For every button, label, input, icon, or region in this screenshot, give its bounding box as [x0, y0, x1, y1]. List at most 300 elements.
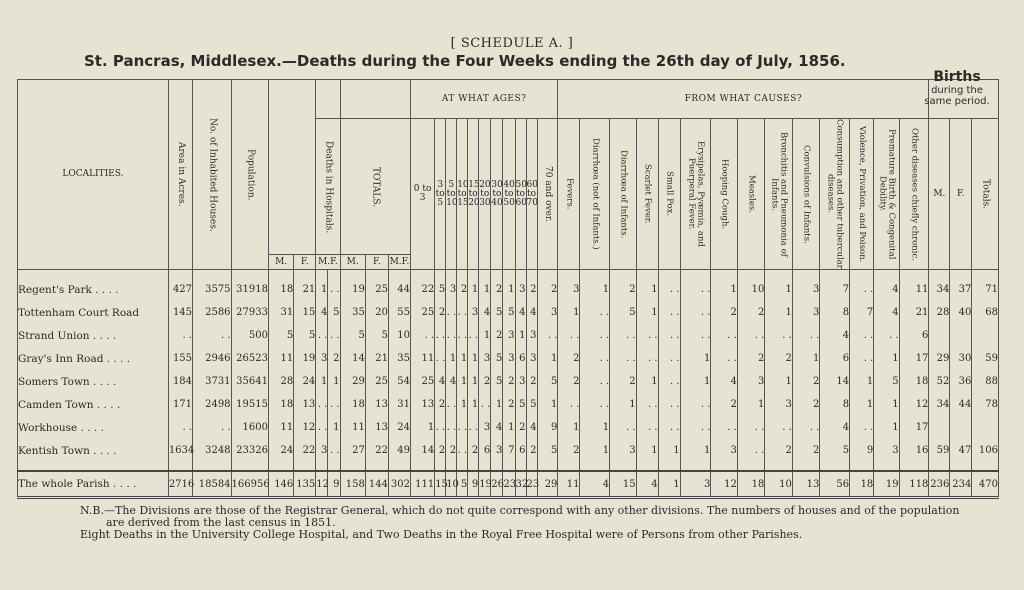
- population-value: 23326: [231, 439, 268, 462]
- cause-count: . .: [580, 393, 610, 416]
- header-cause-13: Other diseases chiefly chronic.: [909, 127, 920, 261]
- age-count: . .: [446, 393, 457, 416]
- population-value: 500: [231, 324, 268, 347]
- totals-f: 13: [365, 393, 388, 416]
- births-f: [950, 416, 972, 439]
- cause-count: 3: [874, 439, 899, 462]
- cause-count: 4: [636, 471, 658, 498]
- spacer-row: [18, 462, 999, 471]
- header-cause-2: Diarrhœa of Infants.: [618, 149, 629, 239]
- age-count: 3: [503, 324, 515, 347]
- header-localities: LOCALITIES.: [18, 80, 169, 270]
- spacer-cell: [515, 462, 526, 471]
- cause-count: . .: [636, 416, 658, 439]
- header-area-cell: [168, 80, 192, 270]
- age-count: 15: [435, 471, 446, 498]
- age-count: . .: [446, 324, 457, 347]
- births-f: 234: [950, 471, 972, 498]
- footnote-1: N.B.—The Divisions are those of the Registrar General, which do not quite correspond with any other divisions. The numbers of houses and of the population: [80, 504, 960, 517]
- totals-mf: 24: [388, 416, 410, 439]
- cause-count: 4: [820, 416, 850, 439]
- cause-count: . .: [765, 416, 793, 439]
- area-value: 145: [168, 301, 192, 324]
- age-count: 2: [503, 393, 515, 416]
- cause-count: 3: [711, 439, 737, 462]
- area-value: 184: [168, 370, 192, 393]
- totals-m: 158: [340, 471, 365, 498]
- cause-count: . .: [792, 324, 820, 347]
- age-count: 5: [526, 393, 537, 416]
- age-count: 7: [503, 439, 515, 462]
- deaths-f: 24: [294, 370, 316, 393]
- hospital-m: 1: [316, 370, 328, 393]
- spacer-cell: [294, 270, 316, 279]
- spacer-cell: [468, 270, 479, 279]
- births-f: [950, 324, 972, 347]
- cause-count: 1: [610, 393, 636, 416]
- births-total: [972, 324, 999, 347]
- cause-count: 10: [737, 278, 765, 301]
- header-cause-10-cell: [820, 119, 850, 270]
- cause-count: . .: [850, 416, 874, 439]
- age-count: 5: [435, 278, 446, 301]
- age-count: 25: [410, 301, 434, 324]
- cause-count: 10: [765, 471, 793, 498]
- cause-count: . .: [658, 393, 680, 416]
- age-count: 4: [526, 416, 537, 439]
- hospital-m: 12: [316, 471, 328, 498]
- spacer-cell: [580, 462, 610, 471]
- age-count: 10: [446, 471, 457, 498]
- cause-count: 17: [899, 347, 929, 370]
- births-total: [972, 416, 999, 439]
- hospital-f: 2: [328, 347, 340, 370]
- age-count: 5: [491, 301, 503, 324]
- cause-count: 8: [820, 393, 850, 416]
- age-count: 19: [479, 471, 491, 498]
- age-count: 1: [503, 278, 515, 301]
- hospital-m: 3: [316, 347, 328, 370]
- cause-count: 3: [680, 471, 711, 498]
- spacer-cell: [680, 270, 711, 279]
- cause-count: 118: [899, 471, 929, 498]
- header-cause-11-cell: [850, 119, 874, 270]
- spacer-cell: [636, 462, 658, 471]
- header-houses-cell: [193, 80, 232, 270]
- totals-mf: 10: [388, 324, 410, 347]
- header-deaths-mf-blank: [268, 80, 315, 255]
- deaths-m: 5: [268, 324, 293, 347]
- totals-f: 13: [365, 416, 388, 439]
- spacer-cell: [388, 462, 410, 471]
- header-age-7: [503, 119, 515, 270]
- births-f: 37: [950, 278, 972, 301]
- header-ages-group: AT WHAT AGES?: [410, 80, 557, 119]
- cause-count: 4: [874, 278, 899, 301]
- spacer-cell: [711, 462, 737, 471]
- age-count: 1: [537, 347, 558, 370]
- births-m: 52: [929, 370, 950, 393]
- cause-count: . .: [711, 416, 737, 439]
- spacer-cell: [294, 462, 316, 471]
- cause-count: . .: [558, 393, 580, 416]
- age-count: 3: [526, 324, 537, 347]
- deaths-m: 18: [268, 393, 293, 416]
- spacer-cell: [899, 462, 929, 471]
- population-value: 166956: [231, 471, 268, 498]
- cause-count: 1: [850, 370, 874, 393]
- header-area: Area in Acres.: [175, 142, 186, 207]
- totals-mf: 31: [388, 393, 410, 416]
- locality-name: Somers Town . . . .: [18, 370, 169, 393]
- houses-value: 3248: [193, 439, 232, 462]
- age-count: 2: [526, 439, 537, 462]
- header-deaths-in-hospitals-blank: [316, 80, 340, 119]
- cause-count: 7: [820, 278, 850, 301]
- age-count: 3: [515, 370, 526, 393]
- cause-count: . .: [610, 347, 636, 370]
- cause-count: 1: [737, 393, 765, 416]
- header-totals-group: TOTALS.: [370, 166, 381, 207]
- age-count: 2: [457, 278, 468, 301]
- spacer-cell: [410, 462, 434, 471]
- cause-count: 2: [610, 370, 636, 393]
- age-count: 2: [435, 439, 446, 462]
- births-f: 36: [950, 370, 972, 393]
- totals-mf: 35: [388, 347, 410, 370]
- cause-count: 1: [765, 301, 793, 324]
- spacer-cell: [340, 270, 365, 279]
- spacer-cell: [193, 270, 232, 279]
- area-value: 155: [168, 347, 192, 370]
- spacer-cell: [268, 270, 293, 279]
- age-count: 29: [537, 471, 558, 498]
- age-count: 1: [410, 416, 434, 439]
- totals-m: 18: [340, 393, 365, 416]
- header-births-f: F.: [950, 119, 972, 270]
- cause-count: 1: [874, 393, 899, 416]
- age-count: 1: [491, 393, 503, 416]
- age-count: 1: [503, 416, 515, 439]
- cause-count: 2: [765, 347, 793, 370]
- cause-count: . .: [792, 416, 820, 439]
- spacer-cell: [526, 270, 537, 279]
- spacer-cell: [850, 462, 874, 471]
- cause-count: 56: [820, 471, 850, 498]
- population-value: 1600: [231, 416, 268, 439]
- cause-count: 2: [737, 301, 765, 324]
- header-cause-11: Violence, Privation, and Poison.: [857, 125, 868, 263]
- header-population-cell: [231, 80, 268, 270]
- header-cause-4: Small Pox.: [664, 171, 675, 217]
- cause-count: 14: [820, 370, 850, 393]
- spacer-cell: [537, 270, 558, 279]
- cause-count: 18: [737, 471, 765, 498]
- spacer-cell: [268, 462, 293, 471]
- hospital-m: 4: [316, 301, 328, 324]
- cause-count: 3: [792, 278, 820, 301]
- header-births-totals-cell: [972, 119, 999, 270]
- cause-count: 1: [765, 278, 793, 301]
- cause-count: 3: [737, 370, 765, 393]
- age-count: 2: [435, 393, 446, 416]
- births-total: 78: [972, 393, 999, 416]
- cause-count: 3: [792, 301, 820, 324]
- age-count: 2: [491, 324, 503, 347]
- births-f: 47: [950, 439, 972, 462]
- age-count: 2: [515, 416, 526, 439]
- header-deaths-in-hospitals-cell: [316, 119, 340, 255]
- header-age-5: [479, 119, 491, 270]
- cause-count: . .: [658, 370, 680, 393]
- age-count: 5: [491, 347, 503, 370]
- header-births-m: M.: [929, 119, 950, 270]
- locality-name: Gray's Inn Road . . . .: [18, 347, 169, 370]
- cause-count: . .: [658, 416, 680, 439]
- births-m: [929, 324, 950, 347]
- spacer-cell: [231, 462, 268, 471]
- header-age-9: [526, 119, 537, 270]
- area-value: 427: [168, 278, 192, 301]
- births-total: 106: [972, 439, 999, 462]
- births-f: 30: [950, 347, 972, 370]
- spacer-cell: [765, 270, 793, 279]
- cause-count: 5: [874, 370, 899, 393]
- table-row: [18, 439, 999, 462]
- spacer-cell: [737, 462, 765, 471]
- spacer-cell: [950, 462, 972, 471]
- age-count: 5: [537, 439, 558, 462]
- cause-count: . .: [737, 416, 765, 439]
- totals-mf: 49: [388, 439, 410, 462]
- cause-count: 2: [792, 439, 820, 462]
- cause-count: 1: [658, 439, 680, 462]
- totals-f: 21: [365, 347, 388, 370]
- cause-count: . .: [850, 347, 874, 370]
- cause-count: 1: [792, 347, 820, 370]
- totals-m: 27: [340, 439, 365, 462]
- births-title: Births: [933, 69, 981, 85]
- cause-count: 5: [610, 301, 636, 324]
- population-value: 27933: [231, 301, 268, 324]
- spacer-cell: [899, 270, 929, 279]
- spacer-cell: [193, 462, 232, 471]
- age-count: 3: [515, 278, 526, 301]
- spacer-cell: [658, 270, 680, 279]
- header-age-1: [435, 119, 446, 270]
- cause-count: 4: [820, 324, 850, 347]
- cause-count: . .: [636, 393, 658, 416]
- totals-m: 29: [340, 370, 365, 393]
- deaths-f: 22: [294, 439, 316, 462]
- cause-count: 2: [737, 347, 765, 370]
- cause-count: . .: [580, 301, 610, 324]
- cause-count: . .: [558, 324, 580, 347]
- hospital-f: . .: [328, 439, 340, 462]
- header-cause-5-cell: [680, 119, 711, 270]
- header-cause-5: Erysipelas, Pyæmia, and Puerperal Fever.: [686, 141, 706, 247]
- cause-count: . .: [680, 278, 711, 301]
- age-count: 2: [468, 439, 479, 462]
- births-total: 88: [972, 370, 999, 393]
- population-value: 31918: [231, 278, 268, 301]
- age-label-9: 60 to 70: [526, 179, 538, 208]
- cause-count: 1: [558, 301, 580, 324]
- age-count: 4: [479, 301, 491, 324]
- hospital-f: 5: [328, 301, 340, 324]
- cause-count: 18: [850, 471, 874, 498]
- cause-count: 1: [636, 439, 658, 462]
- age-count: 2: [526, 370, 537, 393]
- locality-name: Tottenham Court Road: [18, 301, 169, 324]
- cause-count: 12: [711, 471, 737, 498]
- totals-f: 5: [365, 324, 388, 347]
- cause-count: 8: [820, 301, 850, 324]
- deaths-f: 19: [294, 347, 316, 370]
- births-subtitle: during the same period.: [924, 85, 990, 107]
- header-deaths-f: F.: [294, 255, 316, 270]
- locality-name: Kentish Town . . . .: [18, 439, 169, 462]
- cause-count: 11: [899, 278, 929, 301]
- cause-count: 12: [899, 393, 929, 416]
- age-label-0: 0 to 3: [413, 184, 432, 203]
- cause-count: 1: [636, 301, 658, 324]
- cause-count: 2: [711, 393, 737, 416]
- houses-value: 18584: [193, 471, 232, 498]
- hospital-m: . .: [316, 416, 328, 439]
- houses-value: 3575: [193, 278, 232, 301]
- spacer-cell: [328, 462, 340, 471]
- age-count: 9: [468, 471, 479, 498]
- spacer-cell: [479, 270, 491, 279]
- age-count: . .: [435, 416, 446, 439]
- age-count: . .: [457, 301, 468, 324]
- header-cause-12-cell: [874, 119, 899, 270]
- header-cause-1: Diarrhœa (not of Infants.): [590, 138, 601, 250]
- totals-f: 22: [365, 439, 388, 462]
- age-count: . .: [457, 439, 468, 462]
- table-row: [18, 370, 999, 393]
- spacer-cell: [328, 270, 340, 279]
- deaths-f: 21: [294, 278, 316, 301]
- cause-count: 1: [636, 370, 658, 393]
- cause-count: 15: [610, 471, 636, 498]
- spacer-cell: [711, 270, 737, 279]
- spacer-cell: [457, 270, 468, 279]
- cause-count: 2: [610, 278, 636, 301]
- cause-count: . .: [610, 416, 636, 439]
- age-count: 111: [410, 471, 434, 498]
- spacer-cell: [972, 270, 999, 279]
- age-count: 2: [446, 439, 457, 462]
- page-title: St. Pancras, Middlesex.—Deaths during the Four Weeks ending the 26th day of July, 1856.: [84, 52, 846, 70]
- spacer-cell: [435, 270, 446, 279]
- spacer-cell: [820, 270, 850, 279]
- age-count: 1: [537, 393, 558, 416]
- header-cause-8: Bronchitis and Pneumonia of Infants.: [769, 131, 789, 257]
- totals-f: 144: [365, 471, 388, 498]
- footnotes: [80, 505, 980, 541]
- locality-name: Regent's Park . . . .: [18, 278, 169, 301]
- table-row: [18, 301, 999, 324]
- births-m: 34: [929, 393, 950, 416]
- births-m: 34: [929, 278, 950, 301]
- header-cause-6-cell: [711, 119, 737, 270]
- deaths-m: 146: [268, 471, 293, 498]
- area-value: . .: [168, 324, 192, 347]
- spacer-cell: [340, 462, 365, 471]
- cause-count: 3: [765, 393, 793, 416]
- cause-count: . .: [737, 324, 765, 347]
- deaths-m: 31: [268, 301, 293, 324]
- cause-count: 6: [820, 347, 850, 370]
- hospital-f: 1: [328, 416, 340, 439]
- spacer-cell: [18, 462, 169, 471]
- header-deaths-in-hospitals: Deaths in Hospitals.: [323, 140, 334, 233]
- spacer-cell: [874, 270, 899, 279]
- totals-m: 14: [340, 347, 365, 370]
- births-header: [916, 69, 998, 107]
- cause-count: 1: [874, 416, 899, 439]
- age-count: . .: [479, 393, 491, 416]
- age-count: . .: [537, 324, 558, 347]
- cause-count: 1: [680, 439, 711, 462]
- cause-count: 3: [610, 439, 636, 462]
- cause-count: 1: [874, 347, 899, 370]
- age-count: 4: [435, 370, 446, 393]
- cause-count: . .: [580, 324, 610, 347]
- births-m: 29: [929, 347, 950, 370]
- locality-name: The whole Parish . . . .: [18, 471, 169, 498]
- area-value: . .: [168, 416, 192, 439]
- age-count: 23: [503, 471, 515, 498]
- cause-count: 6: [899, 324, 929, 347]
- table-row: [18, 393, 999, 416]
- age-count: 1: [468, 278, 479, 301]
- age-count: . .: [468, 324, 479, 347]
- header-age-0: [410, 119, 434, 270]
- age-count: 25: [410, 370, 434, 393]
- age-count: . .: [410, 324, 434, 347]
- footnote-1-cont: are derived from the last census in 1851.: [106, 516, 336, 529]
- age-count: . .: [446, 301, 457, 324]
- spacer-cell: [515, 270, 526, 279]
- age-count: 1: [468, 347, 479, 370]
- cause-count: . .: [680, 324, 711, 347]
- age-count: . .: [446, 416, 457, 439]
- age-count: 3: [479, 416, 491, 439]
- spacer-cell: [610, 270, 636, 279]
- spacer-cell: [468, 462, 479, 471]
- houses-value: 2586: [193, 301, 232, 324]
- age-count: . .: [435, 347, 446, 370]
- spacer-cell: [558, 270, 580, 279]
- cause-count: 16: [899, 439, 929, 462]
- births-f: 44: [950, 393, 972, 416]
- age-count: 23: [526, 471, 537, 498]
- totals-m: 19: [340, 278, 365, 301]
- schedule-label: [ SCHEDULE A. ]: [450, 36, 574, 51]
- spacer-cell: [580, 270, 610, 279]
- cause-count: 2: [792, 393, 820, 416]
- cause-count: . .: [610, 324, 636, 347]
- houses-value: 3731: [193, 370, 232, 393]
- deaths-f: 13: [294, 393, 316, 416]
- total-row: [18, 471, 999, 498]
- header-cause-4-cell: [658, 119, 680, 270]
- age-count: 2: [479, 370, 491, 393]
- table-row: [18, 416, 999, 439]
